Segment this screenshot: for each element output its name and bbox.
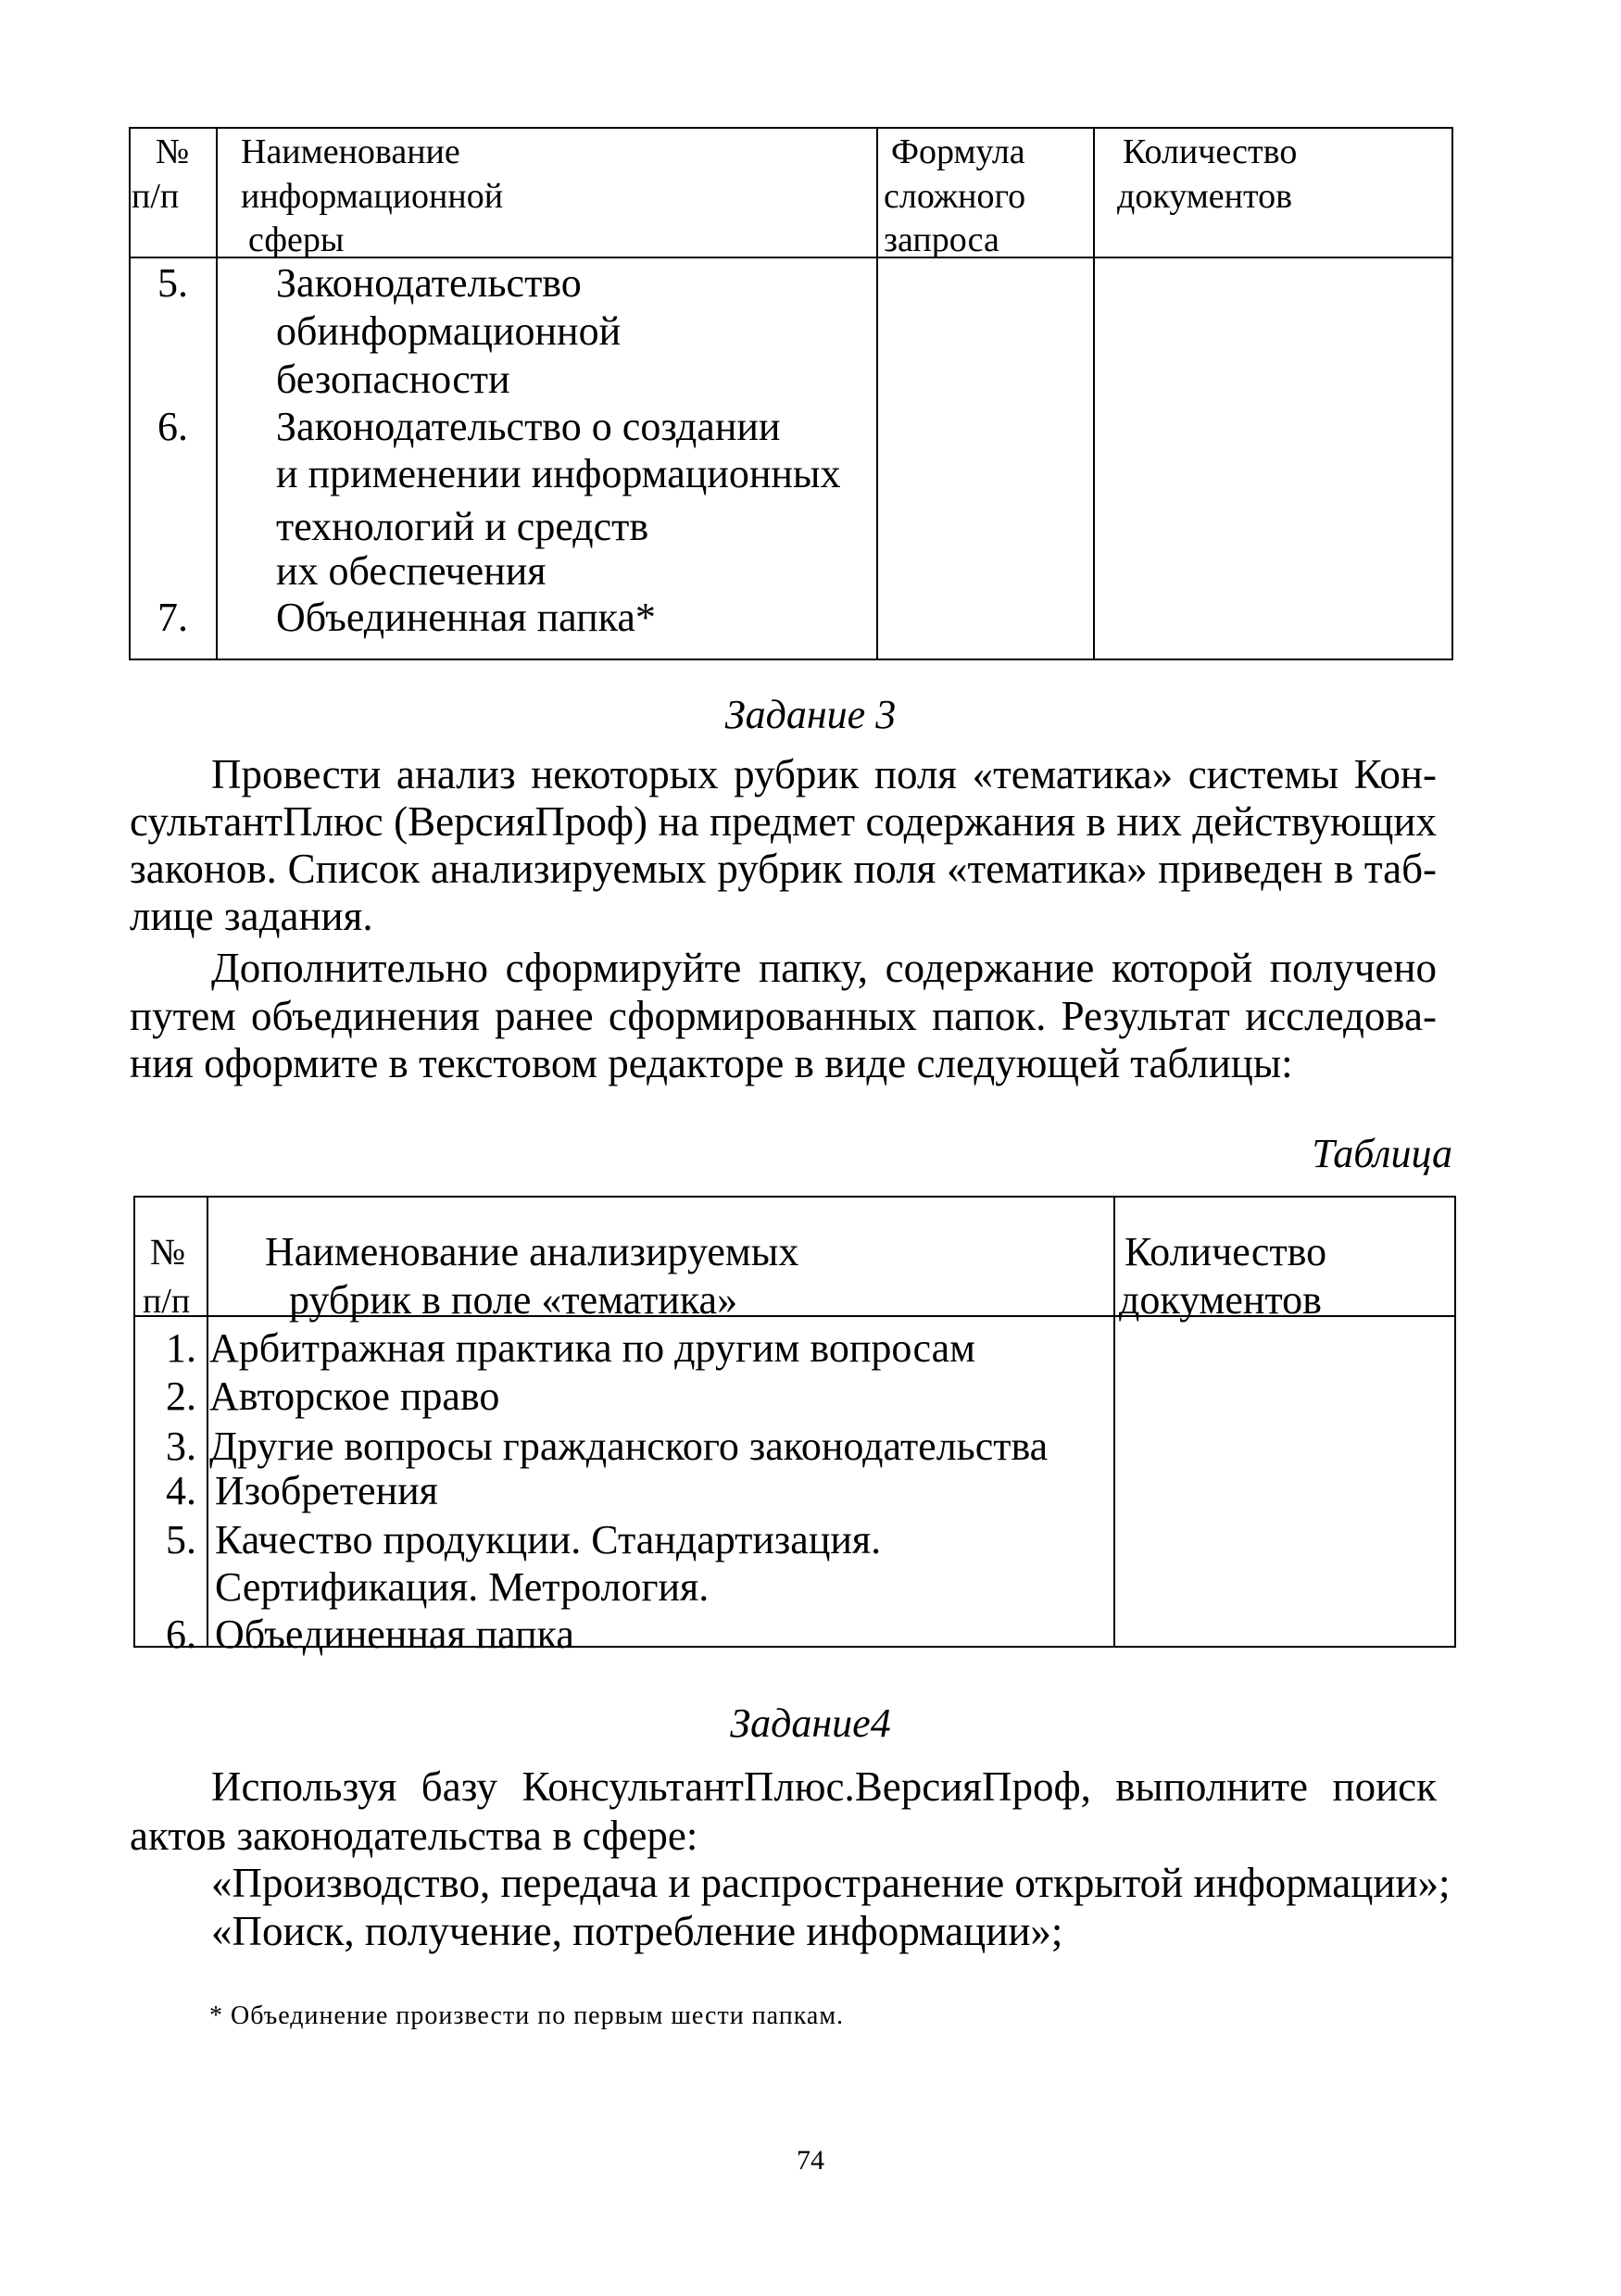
- row-name: Другие вопросы гражданского законодательства: [209, 1424, 1049, 1469]
- row-name: Изобретения: [215, 1468, 438, 1513]
- table-border: [129, 659, 1453, 660]
- header-name: информационной: [241, 177, 504, 216]
- header-num: п/п: [132, 177, 180, 216]
- header-num: №: [156, 132, 190, 171]
- paragraph-line: актов законодательства в сфере:: [130, 1813, 698, 1859]
- row-name: Законодательство о создании: [276, 404, 781, 449]
- list-item: «Производство, передача и распространение открытой информации»;: [211, 1860, 1451, 1906]
- header-formula: Формула: [891, 132, 1025, 171]
- row-name: Законодательство: [276, 260, 582, 306]
- header-count: Количество: [1125, 1229, 1327, 1274]
- header-count: Количество: [1123, 132, 1298, 171]
- header-formula: запроса: [884, 220, 999, 259]
- table-border: [216, 127, 218, 660]
- table-border: [1454, 1196, 1456, 1648]
- row-name: Качество продукции. Стандартизация.: [215, 1517, 882, 1562]
- table-border: [129, 127, 131, 660]
- task-4-title: Задание4: [730, 1700, 891, 1746]
- row-name: технологий и средств: [276, 504, 649, 549]
- header-num: п/п: [143, 1282, 191, 1321]
- footnote: * Объединение произвести по первым шести папкам.: [209, 2001, 845, 2030]
- paragraph-line: ния оформите в текстовом редакторе в виде следующей таблицы:: [130, 1040, 1293, 1086]
- table-border: [133, 1196, 135, 1648]
- row-name: обинформационной: [276, 308, 622, 354]
- row-name: безопасности: [276, 357, 510, 402]
- row-num: 6.: [166, 1612, 196, 1657]
- table-border: [1093, 127, 1095, 660]
- paragraph-line: сультантПлюс (ВерсияПроф) на предмет содержания в них действующих: [130, 798, 1437, 845]
- table-border: [207, 1196, 208, 1648]
- paragraph-line: путем объединения ранее сформированных папок. Результат исследова-: [130, 993, 1437, 1039]
- row-num: 5.: [157, 260, 188, 306]
- row-num: 2.: [166, 1374, 196, 1419]
- row-name: Авторское право: [209, 1374, 500, 1419]
- table-border: [1451, 127, 1453, 660]
- paragraph-line: Дополнительно сформируйте папку, содержание которой получено: [211, 945, 1437, 991]
- table-border: [133, 1196, 1456, 1198]
- header-count: документов: [1119, 1277, 1322, 1323]
- table-border: [1113, 1196, 1115, 1648]
- row-name: Сертификация. Метрология.: [215, 1564, 710, 1610]
- header-num: №: [150, 1231, 186, 1273]
- row-num: 5.: [166, 1517, 196, 1562]
- row-name: Объединенная папка: [215, 1612, 574, 1657]
- row-name: и применении информационных: [276, 451, 841, 496]
- row-num: 7.: [157, 595, 188, 640]
- table-border: [876, 127, 878, 660]
- header-name: Наименование анализируемых: [265, 1229, 799, 1274]
- paragraph-line: Провести анализ некоторых рубрик поля «тематика» системы Кон-: [211, 751, 1437, 797]
- table-caption: Таблица: [1312, 1131, 1452, 1176]
- row-name: Арбитражная практика по другим вопросам: [209, 1325, 975, 1371]
- row-num: 6.: [157, 404, 188, 449]
- header-formula: сложного: [884, 177, 1026, 216]
- task-3-title: Задание 3: [724, 692, 897, 737]
- row-num: 3.: [166, 1424, 196, 1469]
- header-name: сферы: [248, 220, 345, 259]
- page-number: 74: [797, 2145, 824, 2176]
- row-name: их обеспечения: [276, 548, 547, 594]
- header-name: Наименование: [241, 132, 460, 171]
- header-name: рубрик в поле «тематика»: [289, 1277, 738, 1323]
- row-name: Объединенная папка*: [276, 595, 656, 640]
- paragraph-line: лице задания.: [130, 893, 373, 939]
- row-num: 1.: [166, 1325, 196, 1371]
- row-num: 4.: [166, 1468, 196, 1513]
- paragraph-line: Используя базу КонсультантПлюс.ВерсияПроф, выполните поиск: [211, 1763, 1437, 1810]
- header-count: документов: [1117, 177, 1293, 216]
- table-border: [129, 127, 1453, 129]
- paragraph-line: законов. Список анализируемых рубрик поля «тематика» приведен в таб-: [130, 846, 1437, 892]
- list-item: «Поиск, получение, потребление информации»;: [211, 1908, 1063, 1954]
